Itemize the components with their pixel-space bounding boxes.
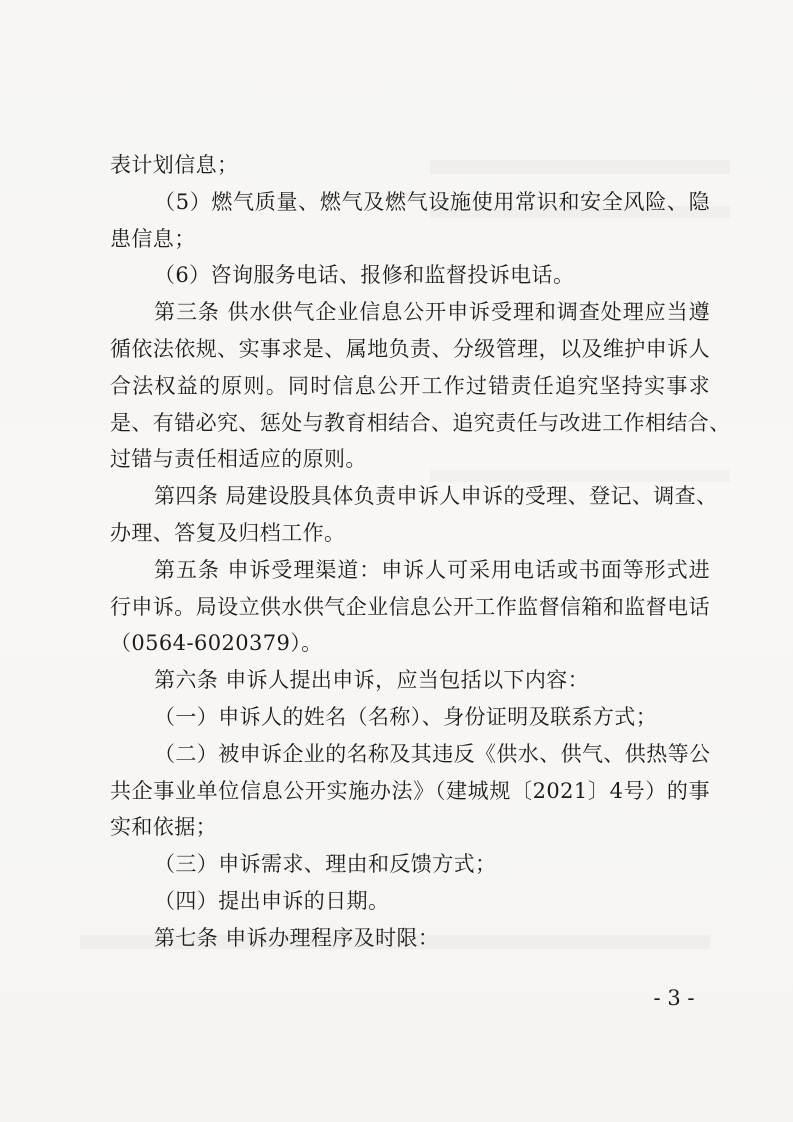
text-line: （三）申诉需求、理由和反馈方式； bbox=[154, 852, 497, 877]
page-number: - 3 - bbox=[653, 986, 695, 1010]
text-line: 第五条 申诉受理渠道：申诉人可采用电话或书面等形式进 bbox=[154, 557, 710, 582]
text-line: 表计划信息； bbox=[110, 153, 239, 177]
text-line: 第四条 局建设股具体负责申诉人申诉的受理、登记、调查、 bbox=[154, 484, 718, 509]
body-text bbox=[110, 147, 731, 957]
text-line: （6）咨询服务电话、报修和监督投诉电话。 bbox=[154, 263, 575, 288]
text-line: 第七条 申诉办理程序及时限： bbox=[154, 925, 440, 950]
text-line: 循依法依规、实事求是、属地负责、分级管理，以及维护申诉人 bbox=[110, 336, 710, 361]
text-line: 共企事业单位信息公开实施办法》（建城规〔2021〕4号）的事 bbox=[110, 778, 710, 803]
text-line: 是、有错必究、惩处与教育相结合、追究责任与改进工作相结合、 bbox=[110, 410, 731, 435]
text-line: 过错与责任相适应的原则。 bbox=[110, 447, 367, 472]
text-line: （0564-6020379）。 bbox=[110, 631, 323, 656]
text-line: 第六条 申诉人提出申诉，应当包括以下内容： bbox=[154, 668, 590, 693]
text-line: 第三条 供水供气企业信息公开申诉受理和调查处理应当遵 bbox=[154, 300, 710, 325]
text-line: （二）被申诉企业的名称及其违反《供水、供气、供热等公 bbox=[154, 741, 711, 766]
text-line: 实和依据； bbox=[110, 815, 217, 840]
text-line: 办理、答复及归档工作。 bbox=[110, 520, 346, 545]
text-line: （一）申诉人的姓名（名称）、身份证明及联系方式； bbox=[154, 704, 658, 729]
text-line: （5）燃气质量、燃气及燃气设施使用常识和安全风险、隐 bbox=[154, 189, 710, 214]
text-line: 患信息； bbox=[110, 226, 196, 251]
text-line: （四）提出申诉的日期。 bbox=[154, 888, 390, 913]
text-line: 行申诉。局设立供水供气企业信息公开工作监督信箱和监督电话 bbox=[110, 594, 710, 619]
text-line: 合法权益的原则。同时信息公开工作过错责任追究坚持实事求 bbox=[110, 373, 710, 398]
